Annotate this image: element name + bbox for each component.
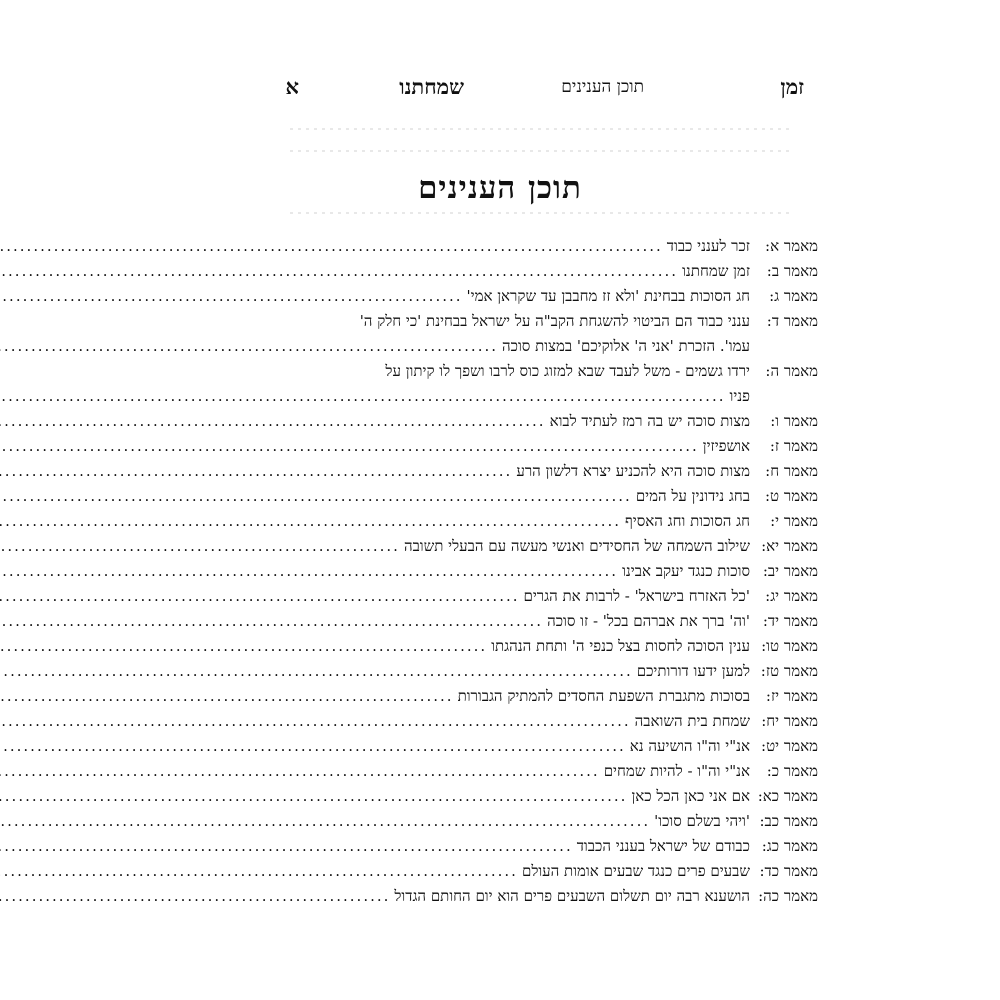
dot-leader xyxy=(0,636,487,656)
toc-line xyxy=(258,611,818,631)
entry-title: 'ויהי בשלם סוכו' xyxy=(654,812,750,830)
toc-line xyxy=(258,536,818,556)
entry-title: מצות סוכה יש בה רמז לעתיד לבוא xyxy=(549,412,750,430)
entry-title-continued: פניו xyxy=(729,387,750,405)
toc-line xyxy=(258,711,818,731)
entry-label: מאמר ג: xyxy=(769,287,818,305)
toc-entry xyxy=(258,711,818,731)
toc-line xyxy=(258,636,818,656)
dot-leader xyxy=(0,436,699,456)
dot-leader xyxy=(0,661,633,681)
toc-line xyxy=(258,436,818,456)
dot-leader xyxy=(0,736,626,756)
dot-leader xyxy=(0,261,678,281)
toc-entry xyxy=(258,586,818,606)
entry-title: למען ידעו דורותיכם xyxy=(636,662,750,680)
toc-line xyxy=(258,236,818,256)
toc-entry xyxy=(258,561,818,581)
entry-label: מאמר ז: xyxy=(769,437,818,455)
entry-title-continued: עמו'. הזכרת 'אני ה' אלוקיכם' במצות סוכה xyxy=(502,337,750,355)
entry-label: מאמר ח: xyxy=(765,462,818,480)
dot-leader xyxy=(0,611,543,631)
entry-title: 'וה' ברך את אברהם בכל' - זו סוכה xyxy=(547,612,750,630)
dot-leader xyxy=(0,761,600,781)
running-header xyxy=(272,74,804,106)
toc-line xyxy=(258,361,818,381)
toc-entry xyxy=(258,436,818,456)
toc-line xyxy=(258,511,818,531)
toc-line xyxy=(258,411,818,431)
toc-continuation-line xyxy=(258,336,818,356)
dot-leader xyxy=(0,686,454,706)
toc-line xyxy=(258,836,818,856)
toc-line xyxy=(258,686,818,706)
entry-title: 'כל האזרח בישראל' - לרבות את הגרים xyxy=(523,587,750,605)
toc-entry xyxy=(258,636,818,656)
entry-title: שמחת בית השואבה xyxy=(634,712,750,730)
bleed-through-line xyxy=(290,212,790,214)
toc-entry xyxy=(258,786,818,806)
toc-entry xyxy=(258,661,818,681)
entry-title: ענין הסוכה לחסות בצל כנפי ה' ותחת הנהגתו xyxy=(491,637,750,655)
entry-label: מאמר טז: xyxy=(760,662,818,680)
entry-label: מאמר יח: xyxy=(761,712,818,730)
entry-title: זמן שמחתנו xyxy=(682,262,750,280)
toc-line xyxy=(258,736,818,756)
entry-label: מאמר יט: xyxy=(761,737,818,755)
entry-label: מאמר יד: xyxy=(762,612,818,630)
toc-entry xyxy=(258,836,818,856)
dot-leader xyxy=(0,511,621,531)
entry-label: מאמר יא: xyxy=(761,537,818,555)
toc-line xyxy=(258,811,818,831)
toc-continuation-line xyxy=(258,386,818,406)
dot-leader xyxy=(0,286,463,306)
toc-line xyxy=(258,886,818,906)
dot-leader xyxy=(0,711,631,731)
toc-entry xyxy=(258,611,818,631)
table-of-contents xyxy=(258,236,818,911)
entry-title: אנ"י וה"ו הושיעה נא xyxy=(629,737,750,755)
toc-entry xyxy=(258,286,818,306)
toc-line xyxy=(258,286,818,306)
header-left-word: שמחתנו xyxy=(399,74,464,99)
entry-title: שבעים פרים כנגד שבעים אומות העולם xyxy=(521,862,750,880)
page-title: תוכן הענינים xyxy=(418,170,582,206)
entry-label: מאמר י: xyxy=(770,512,818,530)
entry-label: מאמר יב: xyxy=(762,562,818,580)
entry-title: ירדו גשמים - משל לעבד שבא למזוג כוס לרבו ושפך לו קיתון על xyxy=(385,362,750,380)
toc-entry xyxy=(258,236,818,256)
entry-title: אם אני כאן הכל כאן xyxy=(631,787,750,805)
entry-label: מאמר ב: xyxy=(766,262,818,280)
toc-entry xyxy=(258,411,818,431)
dot-leader xyxy=(0,886,390,906)
entry-title: זכר לענני כבוד xyxy=(666,237,750,255)
bleed-through-line xyxy=(290,128,790,130)
entry-label: מאמר ט: xyxy=(764,487,818,505)
entry-label: מאמר כג: xyxy=(761,837,818,855)
entry-label: מאמר א: xyxy=(765,237,818,255)
dot-leader xyxy=(0,861,518,881)
toc-entry xyxy=(258,361,818,406)
toc-line xyxy=(258,861,818,881)
toc-entry xyxy=(258,461,818,481)
entry-title: ענני כבוד הם הביטוי להשגחת הקב"ה על ישראל בבחינת 'כי חלק ה' xyxy=(359,312,750,330)
entry-label: מאמר טו: xyxy=(761,637,818,655)
entry-label: מאמר ה: xyxy=(765,362,818,380)
dot-leader xyxy=(0,461,512,481)
toc-entry xyxy=(258,811,818,831)
dot-leader xyxy=(0,411,546,431)
toc-entry xyxy=(258,536,818,556)
dot-leader xyxy=(0,786,627,806)
entry-title: שילוב השמחה של החסידים ואנשי מעשה עם הבעלי תשובה xyxy=(403,537,750,555)
toc-entry xyxy=(258,861,818,881)
toc-entry xyxy=(258,486,818,506)
dot-leader xyxy=(0,811,650,831)
toc-entry xyxy=(258,261,818,281)
entry-label: מאמר ו: xyxy=(770,412,818,430)
toc-line xyxy=(258,786,818,806)
dot-leader xyxy=(0,336,498,356)
entry-label: מאמר כא: xyxy=(757,787,818,805)
dot-leader xyxy=(0,236,663,256)
dot-leader xyxy=(0,486,632,506)
entry-title: אושפיזין xyxy=(702,437,750,455)
header-right-word: זמן xyxy=(780,74,804,99)
header-center-title: תוכן הענינים xyxy=(561,77,644,97)
dot-leader xyxy=(0,561,618,581)
dot-leader xyxy=(0,386,725,406)
entry-title: בחג נידונין על המים xyxy=(635,487,750,505)
toc-line xyxy=(258,661,818,681)
entry-title: מצות סוכה היא להכניע יצרא דלשון הרע xyxy=(516,462,750,480)
entry-title: הושענא רבה יום תשלום השבעים פרים הוא יום החותם הגדול xyxy=(394,887,750,905)
entry-title: חג הסוכות בבחינת 'ולא זז מחבבן עד שקראן אמי' xyxy=(466,287,750,305)
entry-title: כבודם של ישראל בענני הכבוד xyxy=(576,837,750,855)
entry-label: מאמר יז: xyxy=(765,687,818,705)
toc-entry xyxy=(258,311,818,356)
entry-label: מאמר יג: xyxy=(765,587,818,605)
toc-entry xyxy=(258,511,818,531)
entry-title: אנ"י וה"ו - להיות שמחים xyxy=(603,762,750,780)
toc-entry xyxy=(258,886,818,906)
toc-line xyxy=(258,261,818,281)
toc-line xyxy=(258,761,818,781)
entry-title: סוכות כנגד יעקב אבינו xyxy=(622,562,750,580)
entry-label: מאמר כד: xyxy=(759,862,818,880)
toc-line xyxy=(258,561,818,581)
entry-label: מאמר ד: xyxy=(766,312,818,330)
toc-line xyxy=(258,586,818,606)
entry-label: מאמר כב: xyxy=(759,812,818,830)
entry-title: חג הסוכות וחג האסיף xyxy=(625,512,750,530)
dot-leader xyxy=(0,836,573,856)
toc-line xyxy=(258,486,818,506)
bleed-through-line xyxy=(290,150,790,152)
entry-title: בסוכות מתגברת השפעת החסדים להמתיק הגבורות xyxy=(457,687,750,705)
dot-leader xyxy=(0,536,400,556)
toc-entry xyxy=(258,736,818,756)
dot-leader xyxy=(0,586,520,606)
entry-label: מאמר כה: xyxy=(758,887,818,905)
toc-line xyxy=(258,311,818,331)
toc-entry xyxy=(258,761,818,781)
entry-label: מאמר כ: xyxy=(766,762,818,780)
toc-line xyxy=(258,461,818,481)
page-number: א xyxy=(285,74,299,99)
toc-entry xyxy=(258,686,818,706)
